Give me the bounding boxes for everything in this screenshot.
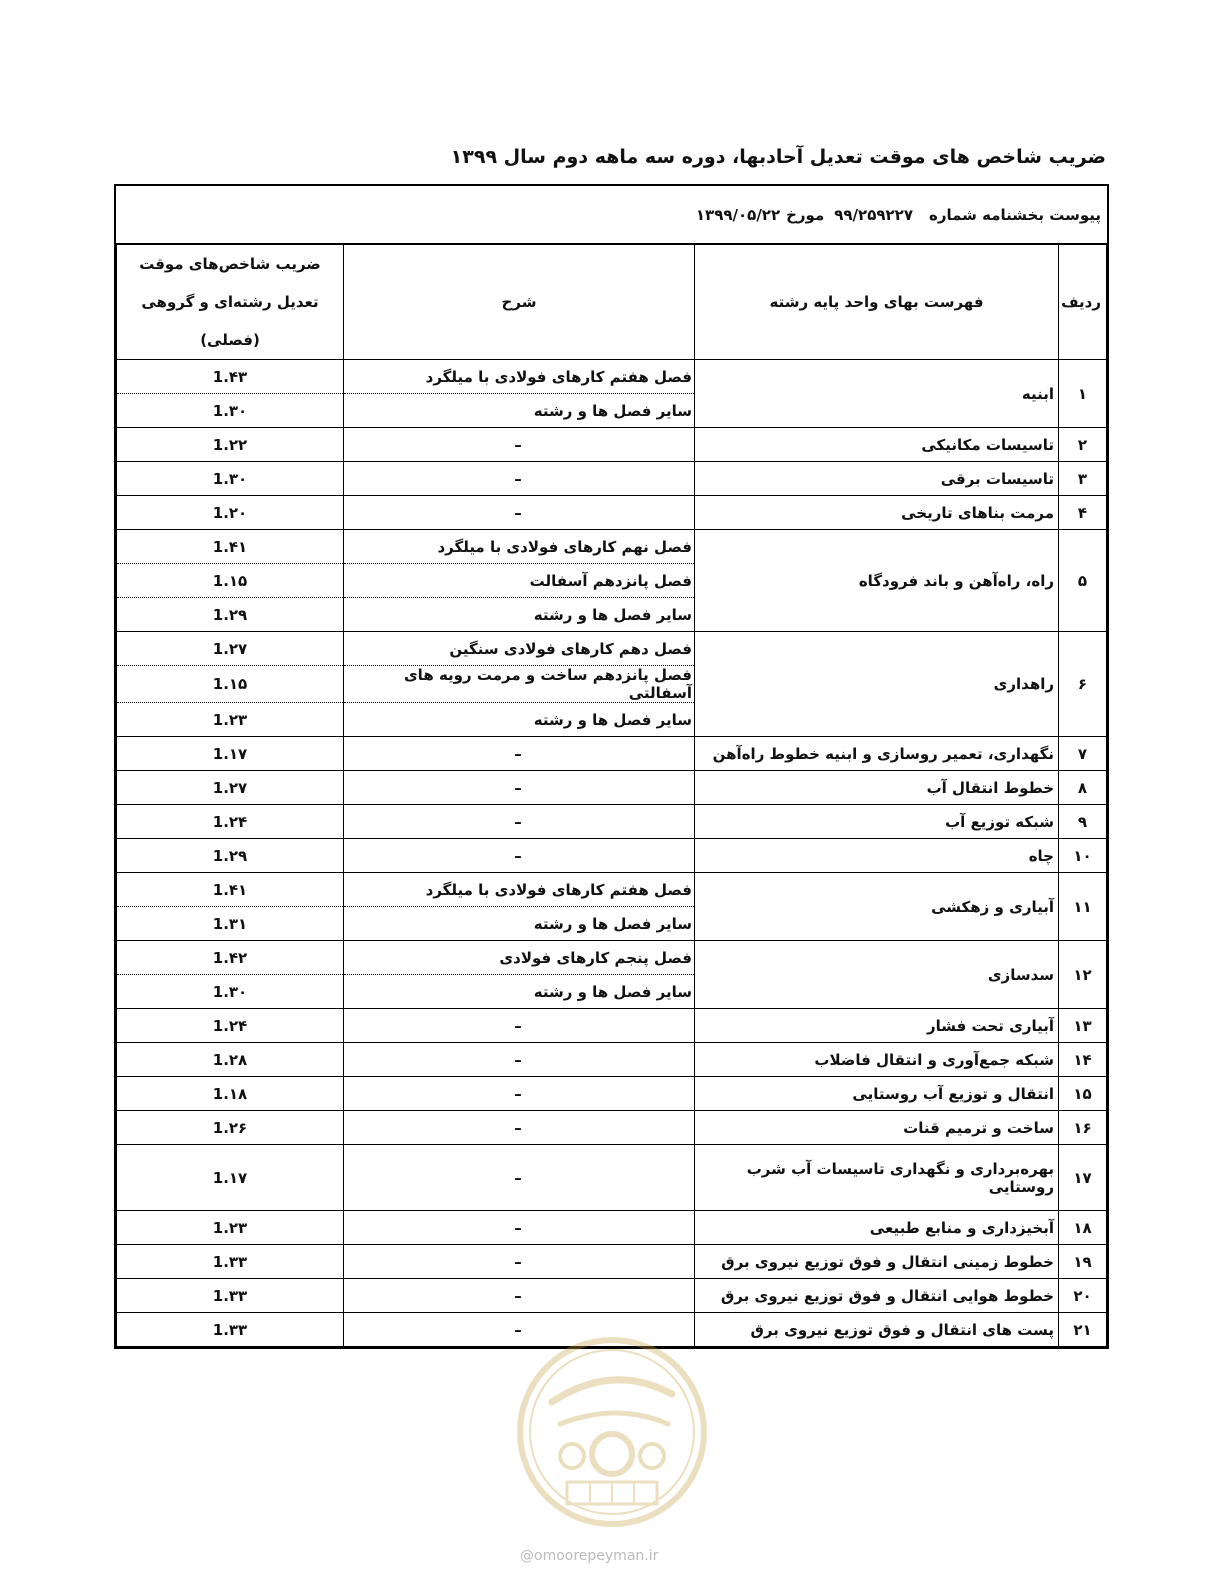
cell-sharh: – [344,1313,695,1347]
document-title: ضریب شاخص های موقت تعدیل آحادبها، دوره سه ماهه دوم سال ۱۳۹۹ [450,146,1106,168]
cell-fehrest: خطوط انتقال آب [695,771,1059,805]
cell-sharh: – [344,496,695,530]
cell-radif: ۳ [1059,462,1107,496]
cell-fehrest: خطوط هوایی انتقال و فوق توزیع نیروی برق [695,1279,1059,1313]
cell-radif: ۷ [1059,737,1107,771]
cell-zarib: 1.۲۹ [117,598,344,632]
cell-zarib: 1.۲۴ [117,805,344,839]
table-row [117,1043,1107,1077]
cell-zarib: 1.۲۶ [117,1111,344,1145]
watermark-logo [512,1332,712,1532]
cell-radif: ۸ [1059,771,1107,805]
cell-sharh: سایر فصل ها و رشته [344,703,695,737]
cell-zarib: 1.۱۵ [117,564,344,598]
cell-sharh: – [344,771,695,805]
table-body [117,360,1107,1347]
cell-sharh: – [344,805,695,839]
cell-fehrest: بهره‌برداری و نگهداری تاسیسات آب شرب روستایی [695,1145,1059,1211]
cell-fehrest: آبیاری تحت فشار [695,1009,1059,1043]
table-row [117,1077,1107,1111]
cell-radif: ۲۱ [1059,1313,1107,1347]
cell-radif: ۱ [1059,360,1107,428]
cell-radif: ۲۰ [1059,1279,1107,1313]
cell-radif: ۱۲ [1059,941,1107,1009]
table-row [117,632,1107,666]
cell-fehrest: ساخت و ترمیم قنات [695,1111,1059,1145]
cell-sharh: فصل پنجم کارهای فولادی [344,941,695,975]
cell-fehrest: راه، راه‌آهن و باند فرودگاه [695,530,1059,632]
cell-sharh: سایر فصل ها و رشته [344,598,695,632]
coefficient-table [116,244,1107,1347]
cell-zarib: 1.۳۳ [117,1279,344,1313]
cell-sharh: فصل هفتم کارهای فولادی با میلگرد [344,360,695,394]
cell-fehrest: ابنیه [695,360,1059,428]
table-row [117,360,1107,394]
cell-radif: ۲ [1059,428,1107,462]
cell-sharh: – [344,428,695,462]
cell-radif: ۹ [1059,805,1107,839]
cell-sharh: فصل نهم کارهای فولادی با میلگرد [344,530,695,564]
cell-radif: ۱۵ [1059,1077,1107,1111]
cell-fehrest: آبیاری و زهکشی [695,873,1059,941]
cell-radif: ۱۹ [1059,1245,1107,1279]
cell-fehrest: راهداری [695,632,1059,737]
cell-fehrest: مرمت بناهای تاریخی [695,496,1059,530]
cell-zarib: 1.۱۸ [117,1077,344,1111]
cell-zarib: 1.۴۲ [117,941,344,975]
cell-radif: ۱۸ [1059,1211,1107,1245]
table-header-row [117,245,1107,360]
table-row [117,805,1107,839]
cell-sharh: – [344,462,695,496]
cell-zarib: 1.۳۳ [117,1245,344,1279]
cell-fehrest: تاسیسات برقی [695,462,1059,496]
cell-radif: ۶ [1059,632,1107,737]
reference-date-label: مورخ [786,205,825,224]
cell-sharh: – [344,1279,695,1313]
cell-fehrest: تاسیسات مکانیکی [695,428,1059,462]
cell-fehrest: پست های انتقال و فوق توزیع نیروی برق [695,1313,1059,1347]
cell-zarib: 1.۲۰ [117,496,344,530]
cell-fehrest: انتقال و توزیع آب روستایی [695,1077,1059,1111]
table-row [117,873,1107,907]
cell-sharh: – [344,1077,695,1111]
cell-zarib: 1.۳۰ [117,394,344,428]
cell-radif: ۱۳ [1059,1009,1107,1043]
cell-zarib: 1.۳۳ [117,1313,344,1347]
cell-zarib: 1.۴۳ [117,360,344,394]
coefficient-table-frame [114,184,1109,1349]
cell-zarib: 1.۲۸ [117,1043,344,1077]
table-row [117,428,1107,462]
header-radif: ردیف [1059,245,1107,360]
header-sharh: شرح [344,245,695,360]
cell-fehrest: نگهداری، تعمیر روسازی و ابنیه خطوط راه‌آهن [695,737,1059,771]
cell-sharh: فصل پانزدهم ساخت و مرمت رویه های آسفالتی [344,666,695,703]
header-zarib: ضریب شاخص‌های موقت تعدیل رشته‌ای و گروهی (فصلی) [117,245,344,360]
cell-sharh: سایر فصل ها و رشته [344,975,695,1009]
cell-fehrest: آبخیزداری و منابع طبیعی [695,1211,1059,1245]
cell-sharh: فصل هفتم کارهای فولادی با میلگرد [344,873,695,907]
cell-zarib: 1.۳۰ [117,462,344,496]
table-row [117,771,1107,805]
cell-fehrest: سدسازی [695,941,1059,1009]
cell-zarib: 1.۲۹ [117,839,344,873]
cell-radif: ۱۷ [1059,1145,1107,1211]
cell-sharh: – [344,1111,695,1145]
cell-sharh: – [344,1245,695,1279]
table-row [117,530,1107,564]
reference-number: ۹۹/۲۵۹۲۲۷ [834,205,913,224]
reference-label: پیوست بخشنامه شماره [928,205,1101,224]
header-fehrest: فهرست بهای واحد پایه رشته [695,245,1059,360]
cell-zarib: 1.۴۱ [117,873,344,907]
cell-zarib: 1.۲۳ [117,1211,344,1245]
cell-zarib: 1.۳۱ [117,907,344,941]
cell-radif: ۵ [1059,530,1107,632]
reference-line [116,186,1107,244]
cell-radif: ۱۶ [1059,1111,1107,1145]
table-row [117,462,1107,496]
cell-radif: ۴ [1059,496,1107,530]
cell-sharh: فصل پانزدهم آسفالت [344,564,695,598]
cell-zarib: 1.۴۱ [117,530,344,564]
cell-sharh: – [344,737,695,771]
table-row [117,1211,1107,1245]
table-row [117,941,1107,975]
table-row [117,839,1107,873]
cell-zarib: 1.۲۳ [117,703,344,737]
cell-sharh: – [344,839,695,873]
cell-zarib: 1.۳۰ [117,975,344,1009]
cell-zarib: 1.۱۵ [117,666,344,703]
reference-date: ۱۳۹۹/۰۵/۲۲ [695,205,781,224]
cell-zarib: 1.۱۷ [117,737,344,771]
cell-fehrest: چاه [695,839,1059,873]
cell-sharh: – [344,1009,695,1043]
watermark-site: @omoorepeyman.ir [520,1548,659,1564]
table-row [117,1279,1107,1313]
table-row [117,496,1107,530]
cell-fehrest: خطوط زمینی انتقال و فوق توزیع نیروی برق [695,1245,1059,1279]
cell-zarib: 1.۲۲ [117,428,344,462]
cell-zarib: 1.۱۷ [117,1145,344,1211]
cell-zarib: 1.۲۷ [117,632,344,666]
cell-sharh: – [344,1211,695,1245]
cell-zarib: 1.۲۷ [117,771,344,805]
table-row [117,1009,1107,1043]
cell-radif: ۱۴ [1059,1043,1107,1077]
cell-sharh: – [344,1043,695,1077]
table-row [117,1111,1107,1145]
cell-fehrest: شبکه توزیع آب [695,805,1059,839]
cell-sharh: فصل دهم کارهای فولادی سنگین [344,632,695,666]
cell-radif: ۱۱ [1059,873,1107,941]
cell-sharh: سایر فصل ها و رشته [344,394,695,428]
cell-zarib: 1.۲۴ [117,1009,344,1043]
cell-fehrest: شبکه جمع‌آوری و انتقال فاضلاب [695,1043,1059,1077]
cell-sharh: – [344,1145,695,1211]
cell-sharh: سایر فصل ها و رشته [344,907,695,941]
cell-radif: ۱۰ [1059,839,1107,873]
table-row [117,737,1107,771]
table-row [117,1245,1107,1279]
table-row [117,1145,1107,1211]
